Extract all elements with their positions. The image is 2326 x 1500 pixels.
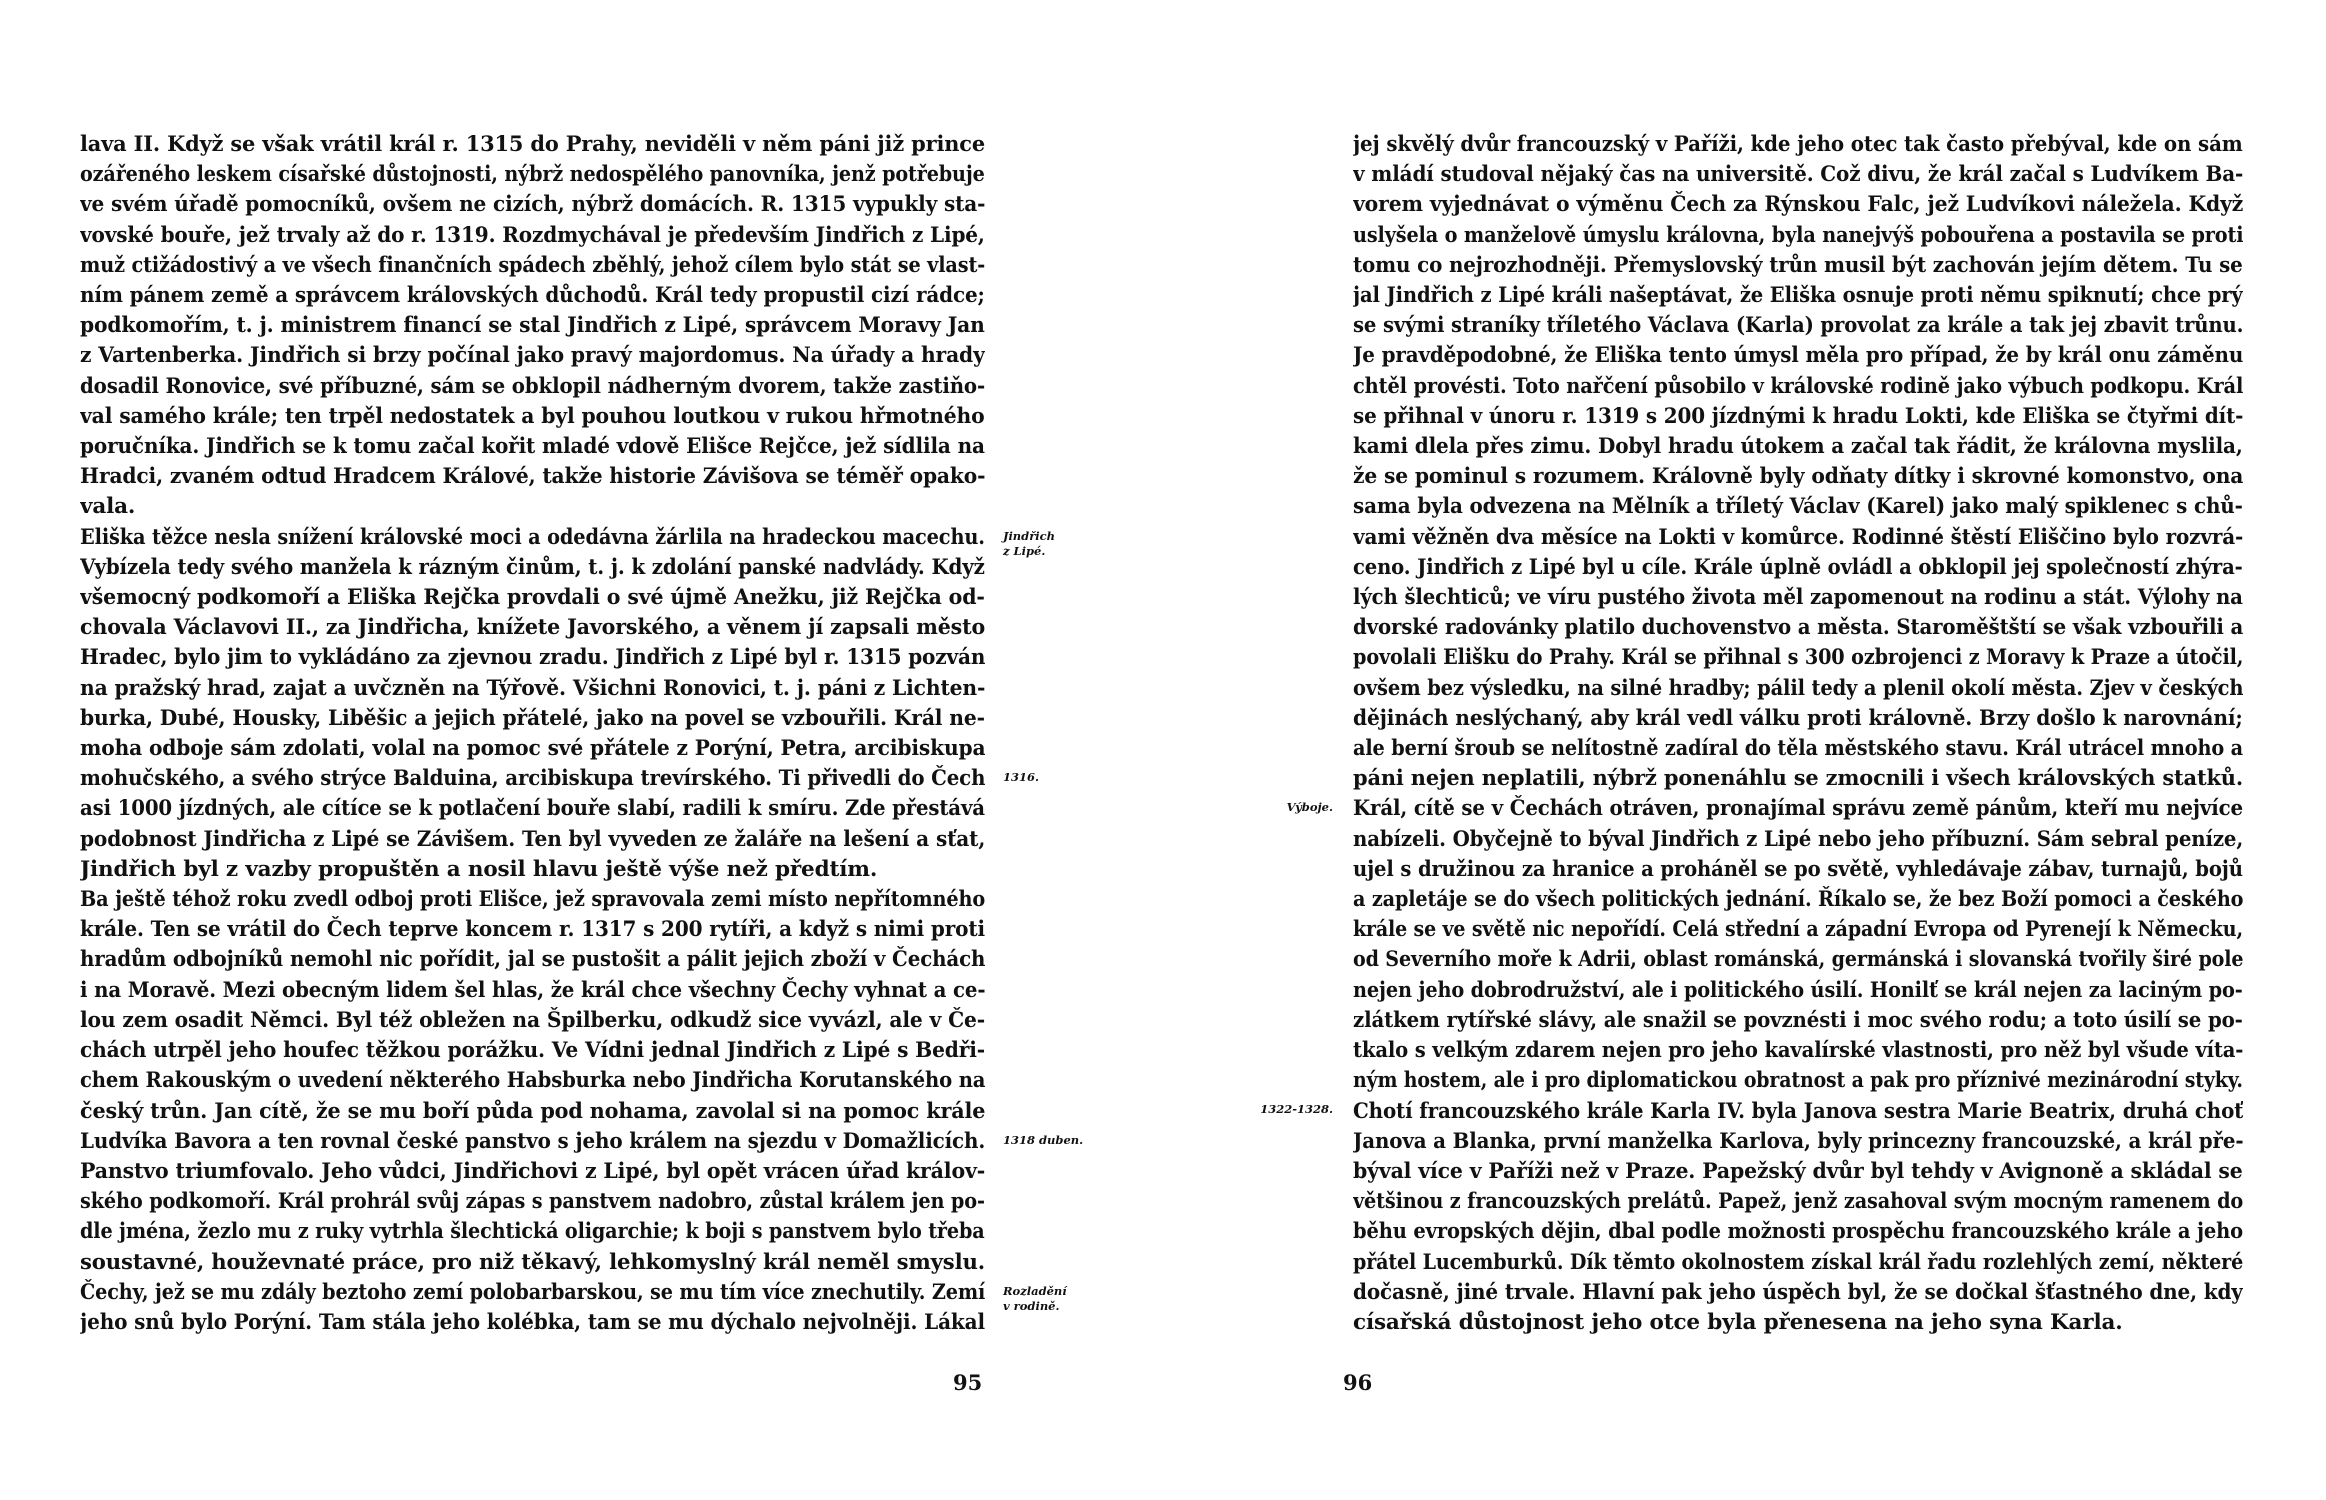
- text-line: vami věžněn dva měsíce na Lokti v komůrce. Rodinné štěstí Eliščino bylo rozvrá-: [1353, 524, 2243, 550]
- text-line: na pražský hrad, zajat a uvčzněn na Týřově. Všichni Ronovici, t. j. páni z Lichten-: [80, 675, 985, 701]
- text-line: chem Rakouským o uvedení některého Habsburka nebo Jindřicha Korutanského na: [80, 1068, 986, 1094]
- text-line: nejen jeho dobrodružství, ale i politického úsilí. Honilť se král nejen za laciným po-: [1353, 977, 2243, 1003]
- text-line: Je pravděpodobné, že Eliška tento úmysl měla pro případ, že by král onu záměnu: [1353, 343, 2244, 369]
- text-line: i na Moravě. Mezi obecným lidem šel hlas, že král chce všechny Čechy vyhnat a ce-: [80, 977, 986, 1003]
- text-line: přátel Lucemburků. Dík těmto okolnostem získal král řadu rozlehlých zemí, některé: [1353, 1249, 2243, 1275]
- text-line: běhu evropských dějin, dbal podle možnosti prospěchu francouzského krále a jeho: [1353, 1219, 2244, 1245]
- text-line: krále. Ten se vrátil do Čech teprve koncem r. 1317 s 200 rytíři, a když s nimi proti: [80, 917, 985, 943]
- text-line: Chotí francouzského krále Karla IV. byla Janova sestra Marie Beatrix, druhá choť: [1353, 1098, 2243, 1124]
- margin-note: 1316.: [1003, 770, 1040, 785]
- page-right: [1163, 0, 2326, 1500]
- text-line: podobnost Jindřicha z Lipé se Závišem. Ten byl vyveden ze žaláře na lešení a sťat,: [80, 826, 986, 852]
- text-line: Ludvíka Bavora a ten rovnal české panstvo s jeho králem na sjezdu v Domažlicích.: [80, 1128, 985, 1154]
- margin-note: Výboje.: [1286, 800, 1333, 815]
- body-text-column: [1353, 130, 2243, 1338]
- text-line: Eliška těžce nesla snížení královské moci a odedávna žárlila na hradeckou macechu.: [80, 524, 985, 550]
- text-line: všemocný podkomoří a Eliška Rejčka provdali o své újmě Anežku, již Rejčka od-: [80, 585, 985, 611]
- text-line: z Vartenberka. Jindřich si brzy počínal jako pravý majordomus. Na úřady a hrady: [80, 343, 985, 369]
- text-line: tkalo s velkým zdarem nejen pro jeho kavalírské vlastnosti, pro něž byl všude víta-: [1353, 1038, 2243, 1064]
- text-line: ozářeného leskem císařské důstojnosti, nýbrž nedospělého panovníka, jenž potřebuje: [80, 162, 985, 188]
- text-line: jal Jindřich z Lipé králi našeptávat, že Eliška osnuje proti němu spiknutí; chce prý: [1353, 283, 2243, 309]
- text-line: lých šlechticů; ve víru pustého života měl zapomenout na rodinu a stát. Výlohy na: [1353, 585, 2243, 611]
- text-line: ského podkomoří. Král prohrál svůj zápas s panstvem nadobro, zůstal králem jen po-: [80, 1189, 985, 1215]
- page-number: 96: [1343, 1370, 1373, 1395]
- text-line: hradům odbojníků nemohl nic pořídit, jal se pustošit a pálit jejich zboží v Čechách: [80, 947, 985, 973]
- text-line: mohučského, a svého strýce Balduina, arcibiskupa trevírského. Ti přivedli do Čech: [80, 766, 985, 792]
- text-line: lou zem osadit Němci. Byl též obležen na Špilberku, odkudž sice vyvázl, ale v Če-: [80, 1007, 985, 1033]
- text-line: Ba ještě téhož roku zvedl odboj proti Elišce, jež spravovala zemi místo nepřítomného: [80, 887, 985, 913]
- text-line: vovské bouře, jež trvaly až do r. 1319. Rozdmychával je především Jindřich z Lipé,: [80, 222, 985, 248]
- text-line: poručníka. Jindřich se k tomu začal kořit mladé vdově Elišce Rejčce, jež sídlila na: [80, 434, 985, 460]
- text-line: val samého krále; ten trpěl nedostatek a byl pouhou loutkou v rukou hřmotného: [80, 403, 985, 429]
- margin-note: Jindřich z Lipé.: [1003, 528, 1056, 558]
- text-line: císařská důstojnost jeho otce byla přenesena na jeho syna Karla.: [1353, 1309, 2123, 1335]
- text-line: soustavné, houževnaté práce, pro niž těkavý, lehkomyslný král neměl smyslu.: [80, 1249, 985, 1275]
- margin-note: Rozladění v rodině.: [1003, 1283, 1067, 1313]
- page-number: 95: [953, 1370, 983, 1395]
- text-line: se svými straníky tříletého Václava (Karla) provolat za krále a tak jej zbavit trůnu.: [1353, 313, 2243, 339]
- text-line: že se pominul s rozumem. Královně byly odňaty dítky i skrovné komonstvo, ona: [1353, 464, 2244, 490]
- text-line: chtěl provésti. Toto nařčení působilo v královské rodině jako výbuch podkopu. Král: [1353, 373, 2243, 399]
- text-line: Hradec, bylo jim to vykládáno za zjevnou zradu. Jindřich z Lipé byl r. 1315 pozván: [80, 645, 986, 671]
- text-line: jeho snů bylo Porýní. Tam stála jeho kolébka, tam se mu dýchalo nejvolněji. Lákal: [80, 1309, 985, 1335]
- text-line: burka, Dubé, Housky, Liběšic a jejich přátelé, jako na povel se vzbouřili. Král ne-: [80, 705, 985, 731]
- text-line: od Severního moře k Adrii, oblast románská, germánská i slovanská tvořily širé pole: [1353, 947, 2243, 973]
- text-line: dějinách neslýchaný, aby král vedl válku proti královně. Brzy došlo k narovnání;: [1353, 705, 2243, 731]
- text-line: nabízeli. Obyčejně to býval Jindřich z Lipé nebo jeho příbuzní. Sám sebral peníze,: [1353, 826, 2244, 852]
- text-line: ve svém úřadě pomocníků, ovšem ne cizích, nýbrž domácích. R. 1315 vypukly sta-: [80, 192, 986, 218]
- text-line: ným hostem, ale i pro diplomatickou obratnost a pak pro příznivé mezinárodní styky.: [1353, 1068, 2243, 1094]
- text-line: český trůn. Jan cítě, že se mu boří půda pod nohama, zavolal si na pomoc krále: [80, 1098, 986, 1124]
- text-line: chách utrpěl jeho houfec těžkou porážku. Ve Vídni jednal Jindřich z Lipé s Bedři-: [80, 1038, 986, 1064]
- text-line: ujel s družinou za hranice a proháněl se po světě, vyhledávaje zábav, turnajů, bojů: [1353, 856, 2243, 882]
- text-line: Vybízela tedy svého manžela k rázným činům, t. j. k zdolání panské nadvlády. Když: [80, 554, 985, 580]
- text-line: ceno. Jindřich z Lipé byl u cíle. Krále úplně ovládl a obklopil jej společností zhýra-: [1353, 554, 2243, 580]
- text-line: krále se ve světě nic nepořídí. Celá střední a západní Evropa od Pyrenejí k Německu,: [1353, 917, 2243, 943]
- text-line: uslyšela o manželově úmyslu královna, byla nanejvýš pobouřena a postavila se proti: [1353, 222, 2244, 248]
- text-line: dočasně, jiné trvale. Hlavní pak jeho úspěch byl, že se dočkal šťastného dne, kdy: [1353, 1279, 2243, 1305]
- margin-note: 1318 duben.: [1003, 1132, 1084, 1147]
- text-line: Král, cítě se v Čechách otráven, pronajímal správu země pánům, kteří mu nejvíce: [1353, 796, 2243, 822]
- text-line: zlátkem rytířské slávy, ale snažil se povznésti i moc svého rodu; a toto úsilí se po-: [1353, 1007, 2243, 1033]
- text-line: kami dlela přes zimu. Dobyl hradu útokem a začal tak řádit, že královna myslila,: [1353, 434, 2243, 460]
- margin-note: 1322-1328.: [1260, 1102, 1333, 1117]
- text-line: vala.: [80, 494, 136, 520]
- text-line: sama byla odvezena na Mělník a tříletý Václav (Karel) jako malý spiklenec s chů-: [1353, 494, 2243, 520]
- text-line: a zapletáje se do všech politických jednání. Říkalo se, že bez Boží pomoci a českého: [1353, 887, 2244, 913]
- text-line: dosadil Ronovice, své příbuzné, sám se obklopil nádherným dvorem, takže zastiňo-: [80, 373, 986, 399]
- body-text-column: [80, 130, 985, 1338]
- text-line: dvorské radovánky platilo duchovenstvo a města. Staroměštští se však vzbouřili a: [1353, 615, 2244, 641]
- text-line: moha odboje sám zdolati, volal na pomoc své přátele z Porýní, Petra, arcibiskupa: [80, 736, 986, 762]
- text-line: podkomořím, t. j. ministrem financí se stal Jindřich z Lipé, správcem Moravy Jan: [80, 313, 985, 339]
- text-line: Janova a Blanka, první manželka Karlova, byly princezny francouzské, a král pře-: [1353, 1128, 2244, 1154]
- text-line: páni nejen neplatili, nýbrž ponenáhlu se zmocnili i všech královských statků.: [1353, 766, 2243, 792]
- text-line: ale berní šroub se nelítostně zadíral do těla městského stavu. Král utrácel mnoho a: [1353, 736, 2244, 762]
- text-line: většinou z francouzských prelátů. Papež, jenž zasahoval svým mocným ramenem do: [1353, 1189, 2244, 1215]
- text-line: býval více v Paříži než v Praze. Papežský dvůr byl tehdy v Avignoně a skládal se: [1353, 1158, 2243, 1184]
- text-line: Jindřich byl z vazby propuštěn a nosil hlavu ještě výše než předtím.: [80, 856, 878, 882]
- text-line: tomu co nejrozhodněji. Přemyslovský trůn musil být zachován jejím dětem. Tu se: [1353, 252, 2243, 278]
- text-line: jej skvělý dvůr francouzský v Paříži, kde jeho otec tak často přebýval, kde on sám: [1353, 132, 2243, 157]
- text-line: lava II. Když se však vrátil král r. 1315 do Prahy, neviděli v něm páni již prince: [80, 132, 985, 157]
- text-line: Čechy, jež se mu zdály beztoho zemí polobarbarskou, se mu tím více znechutily. Zemí: [80, 1279, 986, 1305]
- text-line: v mládí studoval nějaký čas na universitě. Což divu, že král začal s Ludvíkem Ba-: [1353, 162, 2244, 188]
- text-line: Hradci, zvaném odtud Hradcem Králové, takže historie Závišova se téměř opako-: [80, 464, 986, 490]
- text-line: se přihnal v únoru r. 1319 s 200 jízdnými k hradu Lokti, kde Eliška se čtyřmi dít-: [1353, 403, 2243, 429]
- text-line: muž ctižádostivý a ve všech finančních spádech zběhlý, jehož cílem bylo stát se vlast-: [80, 252, 985, 278]
- text-line: povolali Elišku do Prahy. Král se přihnal s 300 ozbrojenci z Moravy k Praze a útočil,: [1353, 645, 2244, 671]
- text-line: asi 1000 jízdných, ale cítíce se k potlačení bouře slabí, radili k smíru. Zde přestává: [80, 796, 985, 822]
- text-line: vorem vyjednávat o výměnu Čech za Rýnskou Falc, jež Ludvíkovi náležela. Když: [1353, 192, 2243, 218]
- text-line: dle jména, žezlo mu z ruky vytrhla šlechtická oligarchie; k boji s panstvem bylo třeba: [80, 1219, 985, 1245]
- text-line: chovala Václavovi II., za Jindřicha, knížete Javorského, a věnem jí zapsali město: [80, 615, 986, 641]
- text-line: ním pánem země a správcem královských důchodů. Král tedy propustil cizí rádce;: [80, 283, 985, 309]
- text-line: Panstvo triumfovalo. Jeho vůdci, Jindřichovi z Lipé, byl opět vrácen úřad králov-: [80, 1158, 985, 1184]
- text-line: ovšem bez výsledku, na silné hradby; pálil tedy a plenil okolí města. Zjev v českých: [1353, 675, 2244, 701]
